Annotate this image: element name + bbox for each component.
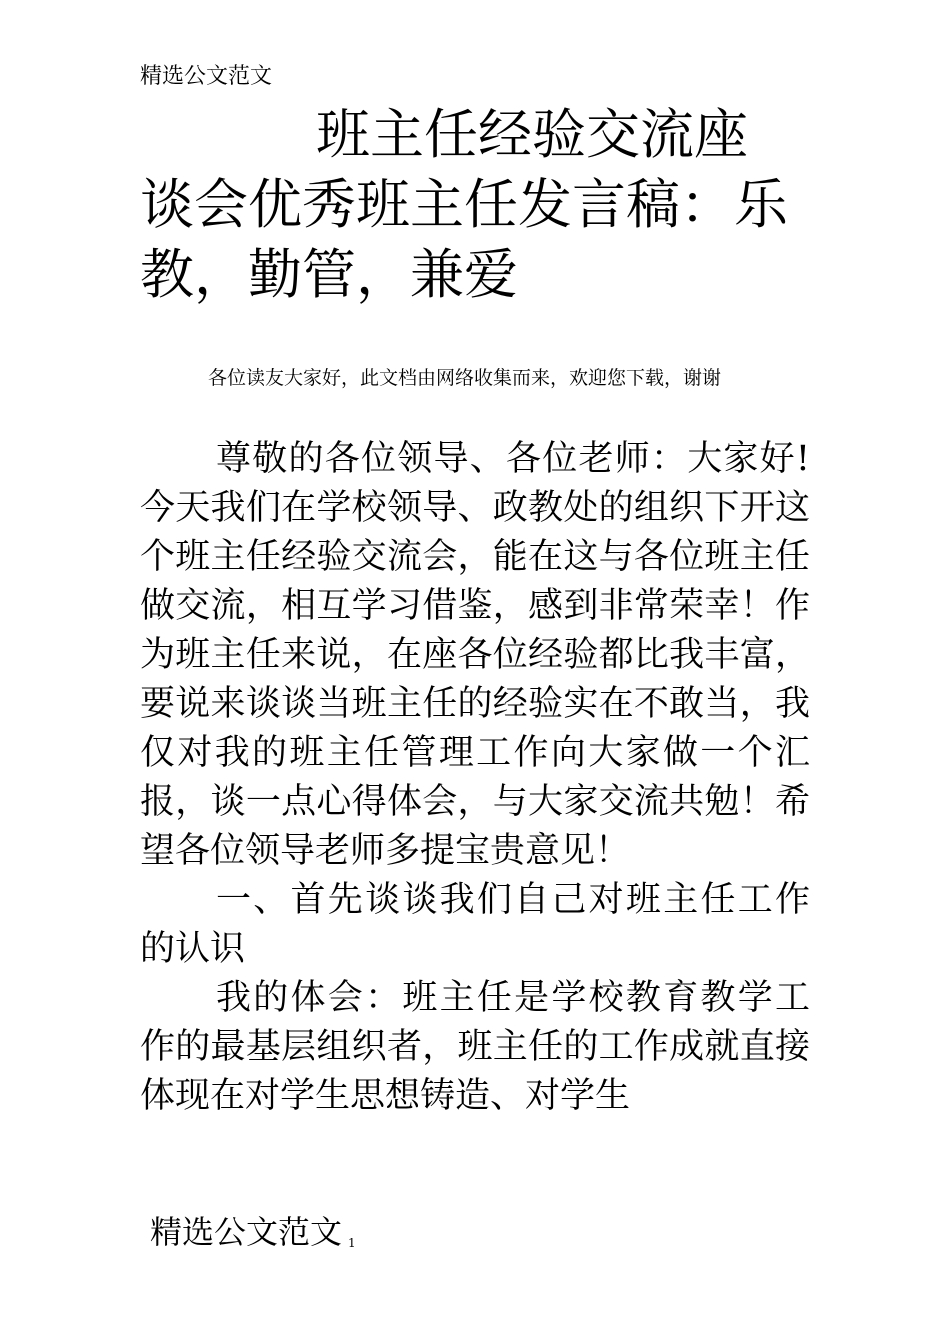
page-footer <box>150 1210 356 1265</box>
paragraph-section-heading: 一、首先谈谈我们自己对班主任工作的认识 <box>140 880 810 969</box>
paragraph-greeting: 尊敬的各位领导、各位老师：大家好!今天我们在学校领导、政教处的组织下开这个班主任经验交流会，能在这与各位班主任做交流，相互学习借鉴，感到非常荣幸！作为班主任来说，在座各位经验都比我丰富，要说来谈谈当班主任的经验实在不敢当，我仅对我的班主任管理工作向大家做一个汇报，谈一点心得体会，与大家交流共勉！希望各位领导老师多提宝贵意见！ <box>140 439 810 871</box>
document-title: 班主任经验交流座谈会优秀班主任发言稿：乐教，勤管，兼爱 <box>140 103 788 306</box>
document-body <box>140 435 810 1121</box>
download-note: 各位读友大家好，此文档由网络收集而来，欢迎您下载，谢谢 <box>208 367 722 389</box>
paragraph-experience: 我的体会：班主任是学校教育教学工作的最基层组织者，班主任的工作成就直接体现在对学生思想铸造、对学生 <box>140 978 810 1116</box>
footer-text: 精选公文范文 <box>150 1213 343 1251</box>
page-header: 精选公文范文 <box>140 64 273 89</box>
page-number: 1 <box>348 1236 356 1250</box>
